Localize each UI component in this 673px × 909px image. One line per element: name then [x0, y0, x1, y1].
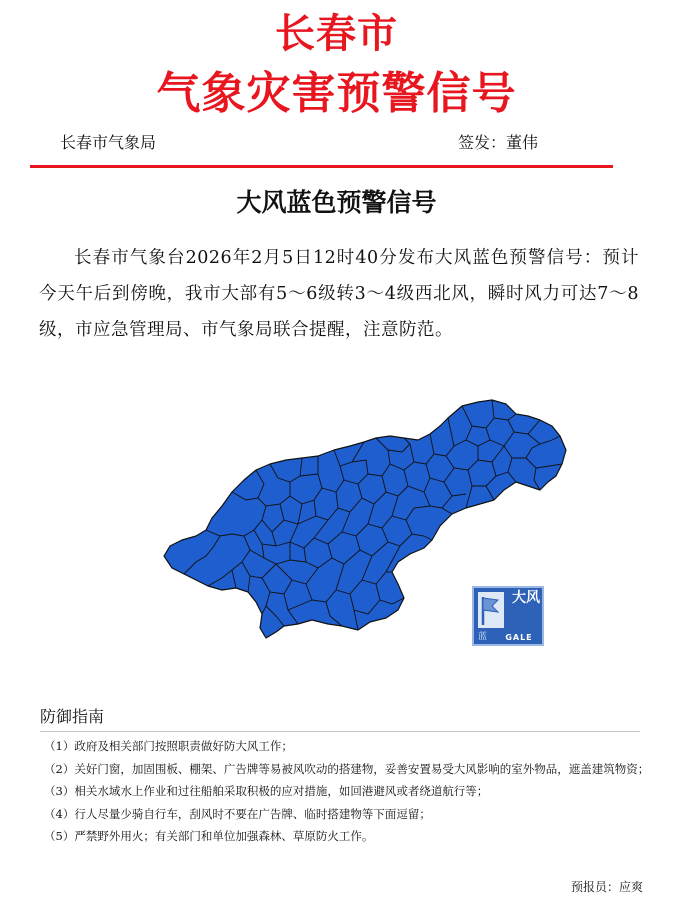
signer-name: 签发：董伟	[458, 133, 539, 152]
guide-item: （2）关好门窗，加固围板、棚架、广告牌等易被风吹动的搭建物，妥善安置易受大风影响的室外物品，遮盖建筑物资；	[44, 761, 650, 776]
warning-city-title: 长春市	[275, 11, 398, 57]
issuer-name: 长春市气象局	[60, 133, 157, 152]
gale-blue-warning-badge	[472, 586, 544, 646]
guide-item: （3）相关水域水上作业和过往船舶采取积极的应对措施，如回港避风或者绕道航行等；	[44, 784, 489, 799]
badge-chinese-label: 大风	[512, 590, 540, 606]
wind-flag-icon	[478, 592, 504, 628]
defense-guide-title: 防御指南	[40, 707, 105, 726]
forecaster-name: 预报员：应爽	[570, 880, 643, 894]
warning-body-text: 长春市气象台2026年2月5日12时40分发布大风蓝色预警信号：预计今天午后到傍晚，我市大部有5～6级转3～4级西北风，瞬时风力可达7～8级，市应急管理局、市气象局联合提醒，注意防范。	[39, 248, 639, 340]
defense-guide-list	[44, 735, 664, 848]
guide-item: （4）行人尽量少骑自行车，刮风时不要在广告牌、临时搭建物等下面逗留；	[44, 806, 431, 821]
guide-item: （1）政府及相关部门按照职责做好防大风工作；	[44, 739, 293, 753]
guide-item: （5）严禁野外用火；有关部门和单位加强森林、草原防火工作。	[44, 829, 374, 844]
signal-title: 大风蓝色预警信号	[236, 188, 437, 217]
badge-english-label: GALE	[505, 633, 533, 642]
badge-level-label: 蓝	[478, 632, 488, 642]
warning-document-title: 气象灾害预警信号	[156, 68, 517, 119]
guide-divider	[40, 731, 640, 732]
